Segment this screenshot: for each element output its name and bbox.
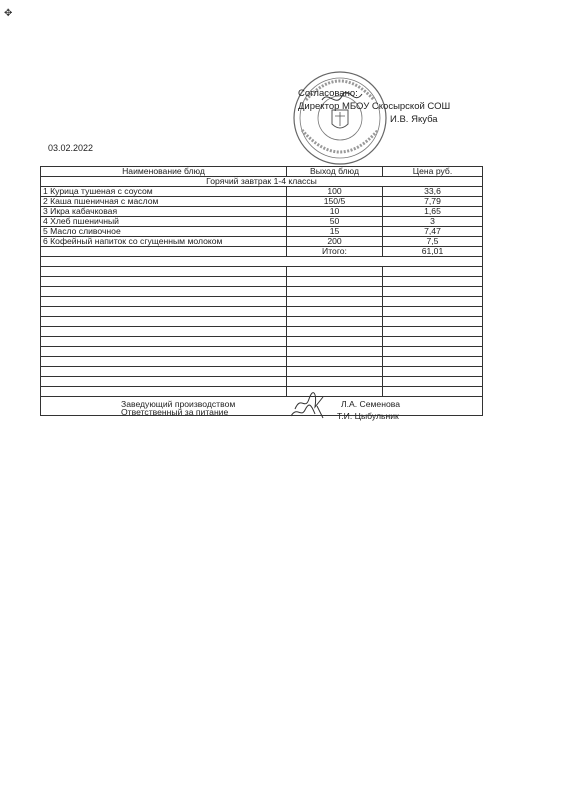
header-yield: Выход блюд (287, 167, 383, 177)
dish-yield: 10 (287, 207, 383, 217)
nutrition-label: Ответственный за питание (121, 407, 229, 417)
menu-table (40, 166, 483, 421)
blank-cell (41, 287, 287, 297)
blank-cell (41, 347, 287, 357)
dish-price: 7,47 (383, 227, 483, 237)
blank-cell (41, 277, 287, 287)
dish-price: 3 (383, 217, 483, 227)
signature-row-nutrition (41, 406, 483, 416)
table-row (41, 197, 483, 207)
blank-cell (41, 317, 287, 327)
blank-cell (41, 297, 287, 307)
dish-price: 1,65 (383, 207, 483, 217)
total-value: 61,01 (383, 247, 483, 257)
production-head-name: Л.А. Семенова (341, 399, 400, 409)
table-row (41, 217, 483, 227)
table-row (41, 187, 483, 197)
section-title: Горячий завтрак 1-4 классы (41, 177, 483, 187)
header-price: Цена руб. (383, 167, 483, 177)
dish-yield: 150/5 (287, 197, 383, 207)
dish-name: 2 Каша пшеничная с маслом (41, 197, 287, 207)
dish-yield: 15 (287, 227, 383, 237)
dish-name: 5 Масло сливочное (41, 227, 287, 237)
production-head-label: Заведующий производством (121, 399, 236, 409)
dish-name: 4 Хлеб пшеничный (41, 217, 287, 227)
dish-yield: 200 (287, 237, 383, 247)
approval-name: И.В. Якуба (390, 114, 438, 125)
blank-cell (41, 307, 287, 317)
dish-name: 1 Курица тушеная с соусом (41, 187, 287, 197)
blank-cell (41, 387, 287, 397)
table-row (41, 227, 483, 237)
dish-price: 7,5 (383, 237, 483, 247)
approval-block (298, 87, 450, 126)
signature-row-production (41, 397, 483, 407)
section-row (41, 177, 483, 187)
dish-name: 6 Кофейный напиток со сгущенным молоком (41, 237, 287, 247)
blank-cell (41, 337, 287, 347)
blank-cell (41, 267, 287, 277)
nutrition-name: Т.И. Цыбульник (337, 411, 399, 421)
dish-price: 7,79 (383, 197, 483, 207)
signature-nutrition (289, 400, 329, 422)
table-row (41, 207, 483, 217)
dish-name: 3 Икра кабачковая (41, 207, 287, 217)
table-header-row (41, 167, 483, 177)
blank-cell (41, 367, 287, 377)
header-dish-name: Наименование блюд (41, 167, 287, 177)
blank-cell (41, 327, 287, 337)
total-label: Итого: (287, 247, 383, 257)
table-row (41, 237, 483, 247)
corner-mark: ✥ (4, 8, 13, 19)
dish-yield: 50 (287, 217, 383, 227)
document-date: 03.02.2022 (48, 143, 94, 153)
dish-yield: 100 (287, 187, 383, 197)
blank-cell (41, 377, 287, 387)
blank-cell (41, 357, 287, 367)
approval-position: Директор МБОУ Скосырской СОШ (298, 101, 451, 112)
approval-label: Согласовано: (298, 88, 358, 99)
total-row (41, 247, 483, 257)
dish-price: 33,6 (383, 187, 483, 197)
blank-row (41, 257, 483, 267)
